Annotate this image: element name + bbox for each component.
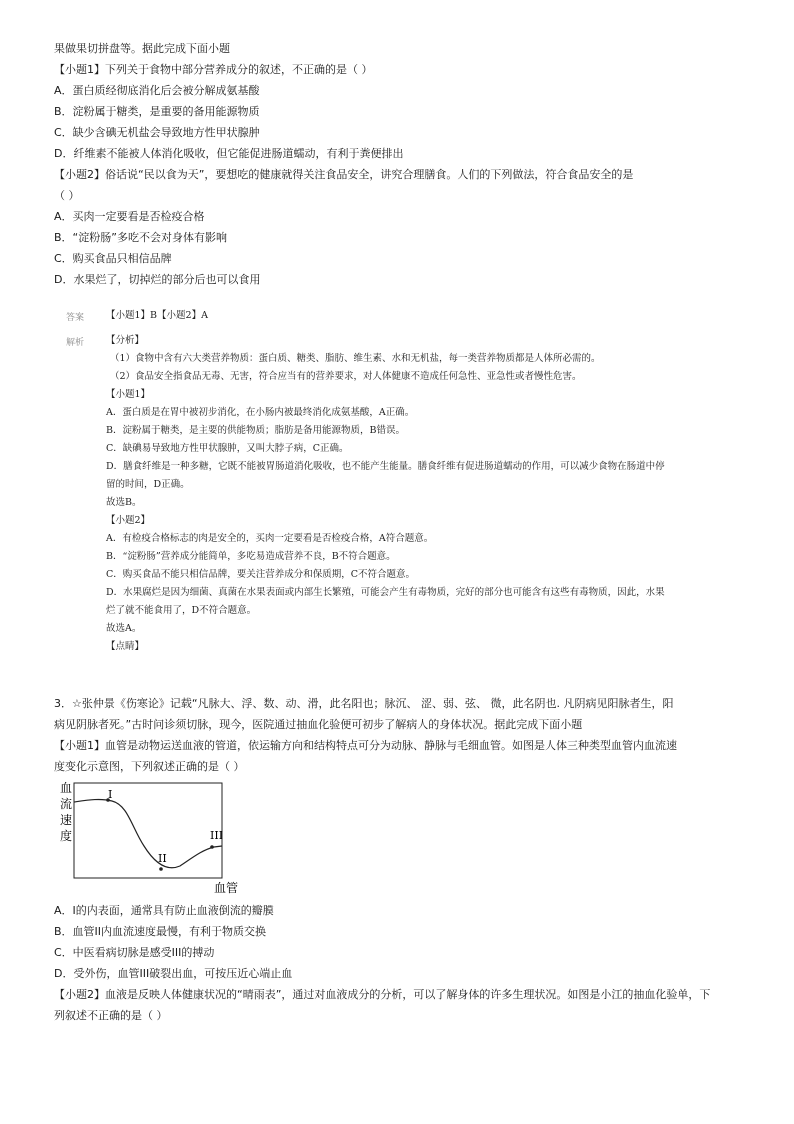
q2-sub2-blank: （ ） bbox=[54, 189, 80, 202]
point-ii-label: II bbox=[158, 852, 167, 865]
analysis-line: A．有检疫合格标志的肉是安全的，买肉一定要看是否检疫合格，A符合题意。 bbox=[106, 533, 434, 544]
analysis-line: 【小题1】 bbox=[106, 389, 151, 400]
analysis-line: C．缺碘易导致地方性甲状腺肿，又叫大脖子病，C正确。 bbox=[106, 443, 349, 454]
point-iii-marker bbox=[210, 845, 214, 849]
q3-sub2-stem-cont: 列叙述不正确的是（ ） bbox=[54, 1009, 168, 1022]
analysis-line: B．淀粉属于糖类，是主要的供能物质；脂肪是备用能源物质，B错误。 bbox=[106, 425, 405, 436]
q3-line-1: 病见阴脉者死。”古时问诊须切脉，现今，医院通过抽血化验便可初步了解病人的身体状况。据此完成下面小题 bbox=[54, 718, 583, 731]
analysis-line: 留的时间，D正确。 bbox=[106, 479, 190, 490]
q3-sub1-option-a: A．I的内表面，通常具有防止血液倒流的瓣膜 bbox=[54, 904, 274, 917]
q3-sub1-option-b: B．血管II内血流速度最慢，有利于物质交换 bbox=[54, 925, 267, 938]
q2-sub1-stem: 【小题1】下列关于食物中部分营养成分的叙述，不正确的是（ ） bbox=[54, 63, 373, 76]
analysis-line: 【点睛】 bbox=[106, 641, 145, 652]
blood-flow-figure bbox=[58, 778, 238, 896]
analysis-line: A．蛋白质是在胃中被初步消化，在小肠内被最终消化成氨基酸，A正确。 bbox=[106, 407, 415, 418]
q3-sub1-stem-cont: 度变化示意图，下列叙述正确的是（ ） bbox=[54, 760, 245, 773]
analysis-line: （1）食物中含有六大类营养物质：蛋白质、糖类、脂肪、维生素、水和无机盐，每一类营养物质都是人体所必需的。 bbox=[110, 353, 601, 364]
analysis-line: 烂了就不能食用了，D不符合题意。 bbox=[106, 605, 257, 616]
q3-sub1-option-d: D．受外伤，血管III破裂出血，可按压近心端止血 bbox=[54, 967, 293, 980]
analysis-line: 故选B。 bbox=[106, 497, 142, 508]
figure-ylabel-char: 速 bbox=[60, 813, 73, 827]
q2-sub2-option-a: A．买肉一定要看是否检疫合格 bbox=[54, 210, 205, 223]
q2-sub1-option-a: A．蛋白质经彻底消化后会被分解成氨基酸 bbox=[54, 84, 260, 97]
analysis-label: 解析 bbox=[66, 338, 85, 348]
analysis-line: 故选A。 bbox=[106, 623, 142, 634]
point-ii-marker bbox=[159, 867, 163, 871]
q3-sub2-stem: 【小题2】血液是反映人体健康状况的“晴雨表”，通过对血液成分的分析，可以了解身体的许多生理状况。如图是小江的抽血化验单，下 bbox=[54, 988, 711, 1001]
flow-curve bbox=[74, 799, 222, 867]
q2-sub1-option-d: D．纤维素不能被人体消化吸收，但它能促进肠道蠕动，有利于粪便排出 bbox=[54, 147, 404, 160]
analysis-line: B．“淀粉肠”营养成分能简单，多吃易造成营养不良，B不符合题意。 bbox=[106, 551, 396, 562]
analysis-line: 【分析】 bbox=[106, 335, 145, 346]
q2-sub2-option-b: B．“淀粉肠”多吃不会对身体有影响 bbox=[54, 231, 227, 244]
q3-sub1-stem: 【小题1】血管是动物运送血液的管道，依运输方向和结构特点可分为动脉、静脉与毛细血管。如图是人体三种类型血管内血流速 bbox=[54, 739, 677, 752]
analysis-line: D．膳食纤维是一种多糖，它既不能被胃肠道消化吸收，也不能产生能量。膳食纤维有促进肠道蠕动的作用，可以减少食物在肠道中停 bbox=[106, 461, 665, 472]
figure-xlabel: 血管 bbox=[214, 881, 238, 895]
point-iii-label: III bbox=[210, 829, 224, 842]
answer-text: 【小题1】B【小题2】A bbox=[106, 310, 208, 321]
figure-ylabel-char: 血 bbox=[60, 781, 73, 795]
figure-ylabel-char: 度 bbox=[60, 829, 73, 843]
q2-line-0: 果做果切拼盘等。据此完成下面小题 bbox=[54, 42, 230, 55]
answer-label: 答案 bbox=[66, 313, 85, 323]
analysis-line: C．购买食品不能只相信品牌，要关注营养成分和保质期，C不符合题意。 bbox=[106, 569, 416, 580]
q2-sub2-stem: 【小题2】俗话说“民以食为天”，要想吃的健康就得关注食品安全，讲究合理膳食。人们的下列做法，符合食品安全的是 bbox=[54, 168, 634, 181]
q3-line-0: 3．☆张仲景《伤寒论》记载“凡脉大、浮、数、动、滑，此名阳也；脉沉、 涩、弱、弦、 微，此名阴也. 凡阴病见阳脉者生，阳 bbox=[54, 697, 674, 710]
analysis-line: D．水果腐烂是因为细菌、真菌在水果表面或内部生长繁殖，可能会产生有毒物质，完好的部分也可能含有这些有毒物质，因此，水果 bbox=[106, 587, 665, 598]
point-i-label: I bbox=[108, 788, 113, 801]
q2-sub1-option-b: B．淀粉属于糖类，是重要的备用能源物质 bbox=[54, 105, 260, 118]
q2-sub2-option-d: D．水果烂了，切掉烂的部分后也可以食用 bbox=[54, 273, 261, 286]
figure-ylabel-char: 流 bbox=[60, 797, 73, 811]
q2-sub2-option-c: C．购买食品只相信品牌 bbox=[54, 252, 172, 265]
analysis-line: （2）食品安全指食品无毒、无害，符合应当有的营养要求，对人体健康不造成任何急性、亚急性或者慢性危害。 bbox=[110, 371, 582, 382]
figure-frame bbox=[74, 783, 222, 878]
analysis-line: 【小题2】 bbox=[106, 515, 151, 526]
q2-sub1-option-c: C．缺少含碘无机盐会导致地方性甲状腺肿 bbox=[54, 126, 260, 139]
q3-sub1-option-c: C．中医看病切脉是感受III的搏动 bbox=[54, 946, 215, 959]
